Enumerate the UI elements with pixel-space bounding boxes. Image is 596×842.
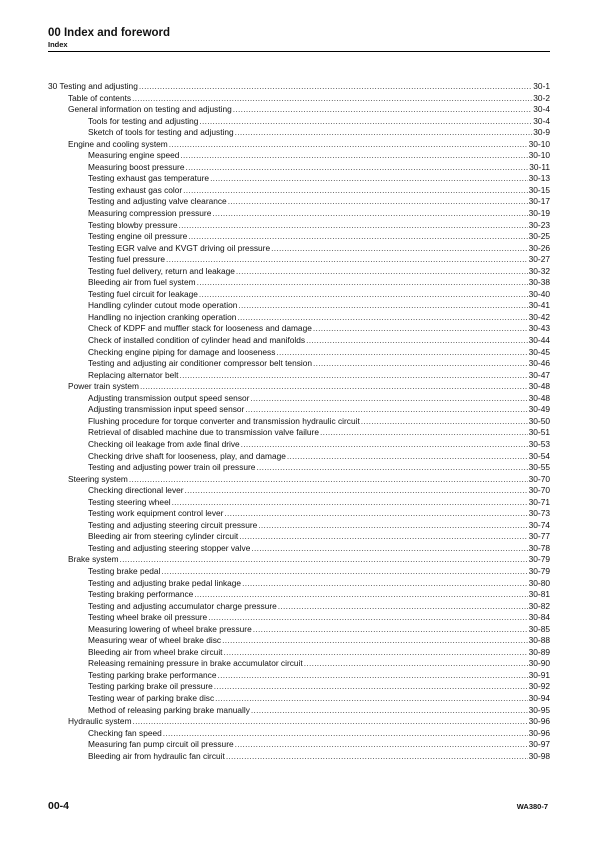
dot-leader [224,647,528,659]
toc-entry[interactable] [48,289,550,301]
section-title: 00 Index and foreword [48,27,171,39]
dot-leader [238,300,527,312]
toc-entry-title: Table of contents [68,92,132,103]
page-header [48,26,548,50]
dot-leader [287,451,528,463]
toc-entry-page: 30-32 [528,265,550,276]
toc-entry-title: Testing parking brake oil pressure [88,681,213,692]
toc-entry[interactable] [48,612,550,624]
toc-entry-title: Adjusting transmission input speed sensor [88,404,245,415]
toc-entry[interactable] [48,93,550,105]
model-number: WA380-7 [516,802,548,811]
toc-entry-page: 30-50 [528,415,550,426]
toc-entry-page: 30-2 [533,92,550,103]
toc-entry[interactable] [48,266,550,278]
toc-entry[interactable] [48,104,550,116]
toc-entry-title: Testing wheel brake oil pressure [88,612,208,623]
dot-leader [120,554,528,566]
toc-entry-title: Testing EGR valve and KVGT driving oil pressure [88,242,271,253]
dot-leader [278,601,528,613]
dot-leader [180,150,527,162]
toc-entry-page: 30-98 [528,750,550,761]
toc-entry-page: 30-89 [528,646,550,657]
dot-leader [212,208,527,220]
toc-entry[interactable] [48,439,550,451]
dot-leader [320,427,528,439]
toc-entry-title: Checking directional lever [88,485,184,496]
toc-entry-page: 30-44 [528,335,550,346]
toc-entry[interactable] [48,451,550,463]
dot-leader [235,739,528,751]
dot-leader [208,612,527,624]
dot-leader [313,358,528,370]
toc-entry[interactable] [48,347,550,359]
toc-entry[interactable] [48,670,550,682]
toc-entry-page: 30-4 [533,104,550,115]
toc-entry[interactable] [48,127,550,139]
toc-entry-page: 30-27 [528,254,550,265]
toc-entry-page: 30-74 [528,519,550,530]
toc-entry[interactable] [48,485,550,497]
toc-entry[interactable] [48,624,550,636]
toc-entry-page: 30-97 [528,739,550,750]
page-number: 00-4 [48,800,70,812]
dot-leader [236,266,528,278]
toc-entry-title: Bleeding air from wheel brake circuit [88,646,223,657]
toc-entry-page: 30-43 [528,323,550,334]
dot-leader [166,254,528,266]
toc-entry-title: Testing steering wheel [88,496,171,507]
toc-entry-title: Testing fuel delivery, return and leakage [88,265,235,276]
toc-entry-title: Testing and adjusting steering circuit pressure [88,519,258,530]
toc-entry-title: Testing and adjusting power train oil pressure [88,462,256,473]
toc-entry-title: Testing blowby pressure [88,219,178,230]
toc-entry-page: 30-10 [528,150,550,161]
dot-leader [271,243,528,255]
dot-leader [250,393,527,405]
toc-entry-title: Handling no injection cranking operation [88,311,237,322]
toc-entry[interactable] [48,705,550,717]
dot-leader [253,624,528,636]
toc-entry-page: 30-38 [528,277,550,288]
toc-entry-title: Bleeding air from hydraulic fan circuit [88,750,225,761]
toc-entry-title: Check of KDPF and muffler stack for looseness and damage [88,323,312,334]
dot-leader [233,104,533,116]
toc-entry-title: Testing fuel circuit for leakage [88,288,198,299]
toc-entry-page: 30-71 [528,496,550,507]
dot-leader [179,370,527,382]
toc-entry-page: 30-90 [528,658,550,669]
dot-leader [194,589,527,601]
dot-leader [245,404,527,416]
toc-entry-title: Bleeding air from fuel system [88,277,196,288]
toc-entry[interactable] [48,173,550,185]
toc-entry[interactable] [48,220,550,232]
dot-leader [242,578,528,590]
toc-entry-title: Retrieval of disabled machine due to transmission valve failure [88,427,319,438]
toc-entry-page: 30-41 [528,300,550,311]
toc-entry[interactable] [48,589,550,601]
dot-leader [197,277,528,289]
toc-entry[interactable] [48,508,550,520]
toc-entry[interactable] [48,728,550,740]
toc-entry[interactable] [48,531,550,543]
toc-entry-page: 30-77 [528,531,550,542]
dot-leader [313,323,528,335]
toc-entry[interactable] [48,647,550,659]
toc-entry-page: 30-23 [528,219,550,230]
dot-leader [139,81,532,93]
toc-entry-title: Measuring lowering of wheel brake pressure [88,623,252,634]
toc-entry-title: Testing wear of parking brake disc [88,692,215,703]
toc-entry[interactable] [48,566,550,578]
toc-entry[interactable] [48,404,550,416]
dot-leader [239,531,527,543]
dot-leader [129,474,528,486]
toc-entry-title: Testing and adjusting steering stopper valve [88,542,251,553]
toc-entry-title: 30 Testing and adjusting [48,81,138,91]
toc-entry[interactable] [48,196,550,208]
dot-leader [188,231,527,243]
toc-entry[interactable] [48,601,550,613]
toc-entry[interactable] [48,520,550,532]
toc-entry-page: 30-19 [528,208,550,219]
dot-leader [214,681,528,693]
toc-entry-page: 30-48 [528,392,550,403]
dot-leader [224,508,527,520]
toc-entry-title: Engine and cooling system [68,138,168,149]
toc-entry[interactable] [48,635,550,647]
toc-entry-title: Check of installed condition of cylinder head and manifolds [88,335,306,346]
toc-entry-title: Testing and adjusting valve clearance [88,196,227,207]
dot-leader [228,196,528,208]
toc-entry-title: Testing and adjusting brake pedal linkage [88,577,242,588]
toc-entry-title: Measuring boost pressure [88,161,185,172]
toc-entry-title: Bleeding air from steering cylinder circuit [88,531,239,542]
toc-entry-title: Checking engine piping for damage and looseness [88,346,276,357]
toc-entry-page: 30-96 [528,727,550,738]
toc-entry-page: 30-4 [533,115,550,126]
toc-entry-page: 30-51 [528,427,550,438]
toc-entry-page: 30-26 [528,242,550,253]
toc-entry-page: 30-13 [528,173,550,184]
toc-entry-page: 30-17 [528,196,550,207]
dot-leader [304,658,528,670]
dot-leader [241,439,528,451]
toc-entry-page: 30-15 [528,184,550,195]
toc-entry-page: 30-46 [528,358,550,369]
dot-leader [306,335,528,347]
dot-leader [185,485,528,497]
toc-entry[interactable] [48,751,550,763]
dot-leader [133,716,528,728]
toc-entry[interactable] [48,139,550,151]
toc-entry-title: Flushing procedure for torque converter and transmission hydraulic circuit [88,415,360,426]
toc-entry[interactable] [48,254,550,266]
dot-leader [185,162,528,174]
toc-entry-page: 30-88 [528,635,550,646]
section-subtitle: Index [48,40,68,49]
dot-leader [258,520,527,532]
dot-leader [215,693,528,705]
toc-entry-title: Testing parking brake performance [88,669,217,680]
dot-leader [361,416,528,428]
dot-leader [237,312,527,324]
toc-entry[interactable] [48,162,550,174]
toc-entry[interactable] [48,323,550,335]
toc-entry[interactable] [48,497,550,509]
toc-entry-page: 30-49 [528,404,550,415]
toc-entry-title: Testing fuel pressure [88,254,165,265]
toc-entry[interactable] [48,739,550,751]
toc-entry-page: 30-92 [528,681,550,692]
toc-entry-title: Testing engine oil pressure [88,231,188,242]
toc-entry[interactable] [48,231,550,243]
toc-entry[interactable] [48,185,550,197]
toc-entry[interactable] [48,358,550,370]
dot-leader [132,93,532,105]
toc-entry[interactable] [48,716,550,728]
toc-entry-page: 30-84 [528,612,550,623]
toc-entry[interactable] [48,416,550,428]
dot-leader [161,566,527,578]
dot-leader [169,139,528,151]
toc-entry-page: 30-96 [528,716,550,727]
toc-entry-title: Checking oil leakage from axle final drive [88,438,240,449]
table-of-contents [48,81,550,762]
toc-entry[interactable] [48,474,550,486]
toc-entry-title: Brake system [68,554,119,565]
dot-leader [256,462,527,474]
toc-entry[interactable] [48,693,550,705]
toc-entry-page: 30-11 [529,161,550,172]
toc-entry-title: Hydraulic system [68,716,132,727]
toc-entry[interactable] [48,462,550,474]
toc-entry[interactable] [48,543,550,555]
toc-entry-title: Method of releasing parking brake manually [88,704,250,715]
toc-entry-title: Measuring fan pump circuit oil pressure [88,739,234,750]
dot-leader [179,220,528,232]
dot-leader [222,635,528,647]
toc-entry-page: 30-81 [528,589,550,600]
toc-entry[interactable] [48,116,550,128]
toc-entry[interactable] [48,427,550,439]
toc-entry[interactable] [48,312,550,324]
toc-entry-title: Checking fan speed [88,727,162,738]
toc-entry-page: 30-73 [528,508,550,519]
dot-leader [276,347,527,359]
toc-entry-page: 30-42 [528,311,550,322]
dot-leader [251,543,527,555]
toc-entry-page: 30-82 [528,600,550,611]
dot-leader [235,127,533,139]
toc-entry[interactable] [48,335,550,347]
toc-entry-page: 30-70 [528,473,550,484]
dot-leader [183,185,528,197]
toc-entry[interactable] [48,208,550,220]
toc-entry-page: 30-80 [528,577,550,588]
toc-entry-page: 30-91 [528,669,550,680]
toc-entry-page: 30-78 [528,542,550,553]
toc-entry-page: 30-53 [528,438,550,449]
toc-entry[interactable] [48,81,550,93]
toc-entry-page: 30-40 [528,288,550,299]
toc-entry-title: Testing exhaust gas color [88,184,183,195]
toc-entry-title: Measuring engine speed [88,150,180,161]
toc-entry[interactable] [48,300,550,312]
toc-entry-page: 30-95 [528,704,550,715]
toc-entry-title: Replacing alternator belt [88,369,179,380]
toc-entry-title: Handling cylinder cutout mode operation [88,300,238,311]
toc-entry-page: 30-1 [533,81,550,91]
toc-entry-page: 30-94 [528,692,550,703]
toc-entry[interactable] [48,370,550,382]
toc-entry-title: Sketch of tools for testing and adjusting [88,127,234,138]
dot-leader [172,497,528,509]
toc-entry-page: 30-9 [533,127,550,138]
toc-entry-page: 30-55 [528,462,550,473]
toc-entry-title: General information on testing and adjusting [68,104,232,115]
toc-entry-title: Testing braking performance [88,589,194,600]
toc-entry-title: Testing and adjusting air conditioner compressor belt tension [88,358,313,369]
toc-entry-page: 30-54 [528,450,550,461]
toc-entry-page: 30-79 [528,565,550,576]
toc-entry-title: Measuring compression pressure [88,208,212,219]
dot-leader [163,728,528,740]
toc-entry-title: Measuring wear of wheel brake disc [88,635,222,646]
header-divider [48,51,550,52]
toc-entry-title: Tools for testing and adjusting [88,115,199,126]
toc-entry[interactable] [48,381,550,393]
toc-entry[interactable] [48,681,550,693]
toc-entry-title: Testing exhaust gas temperature [88,173,210,184]
toc-entry-page: 30-45 [528,346,550,357]
toc-entry-page: 30-48 [528,381,550,392]
toc-entry[interactable] [48,578,550,590]
dot-leader [199,289,528,301]
toc-entry-title: Releasing remaining pressure in brake accumulator circuit [88,658,303,669]
toc-entry-title: Testing and adjusting accumulator charge pressure [88,600,277,611]
toc-entry[interactable] [48,277,550,289]
dot-leader [251,705,528,717]
toc-entry[interactable] [48,150,550,162]
toc-entry[interactable] [48,658,550,670]
toc-entry-title: Power train system [68,381,139,392]
toc-entry[interactable] [48,243,550,255]
toc-entry[interactable] [48,554,550,566]
dot-leader [140,381,528,393]
dot-leader [199,116,532,128]
toc-entry-title: Adjusting transmission output speed sensor [88,392,250,403]
toc-entry-title: Checking drive shaft for looseness, play, and damage [88,450,286,461]
toc-entry-page: 30-85 [528,623,550,634]
toc-entry-title: Testing work equipment control lever [88,508,224,519]
toc-entry-page: 30-25 [528,231,550,242]
toc-entry-page: 30-10 [528,138,550,149]
dot-leader [217,670,527,682]
toc-entry-page: 30-70 [528,485,550,496]
toc-entry-title: Testing brake pedal [88,565,161,576]
toc-entry-page: 30-47 [528,369,550,380]
dot-leader [210,173,528,185]
toc-entry[interactable] [48,393,550,405]
toc-entry-title: Steering system [68,473,128,484]
toc-entry-page: 30-79 [528,554,550,565]
dot-leader [226,751,528,763]
